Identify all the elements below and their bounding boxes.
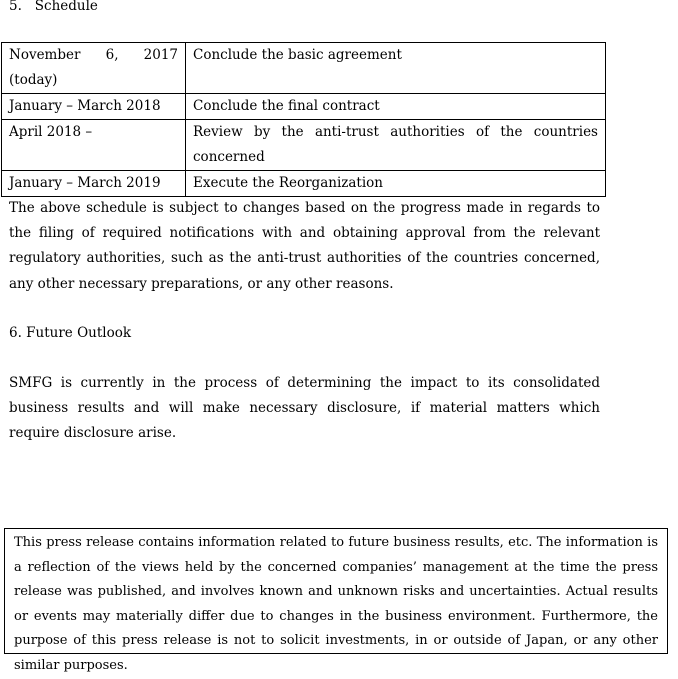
schedule-date-note: (today) [9,72,58,88]
section-5-heading: 5. Schedule [9,0,98,14]
table-row [2,94,606,120]
schedule-event: Execute the Reorganization [193,175,383,191]
schedule-table [1,42,606,197]
table-row [2,171,606,197]
disclaimer-text: This press release contains information related to future business results, etc. The information is a reflection of the views held by the concerned companies’ management at the time the press release was published, and involves known and unknown risks and uncertainties. Actual results or events may materially differ due to changes in the business environment. Furthermore, the purpose of this press release is not to solicit investments, in or outside of Japan, or any other similar purposes. [14,535,658,673]
schedule-date: November 6, 2017 [9,47,178,63]
schedule-event-cell [186,120,606,171]
schedule-date-cell [2,120,186,171]
schedule-date-cell [2,94,186,120]
table-row [2,120,606,171]
schedule-date: January – March 2019 [9,175,161,191]
section-6-heading: 6. Future Outlook [9,325,132,341]
schedule-note: The above schedule is subject to changes based on the progress made in regards to the filing of required notifications with and obtaining approval from the relevant regulatory authorities, such as the anti-trust authorities of the countries concerned, any other necessary preparations, or any other reasons. [9,200,600,292]
schedule-date-cell [2,43,186,94]
future-outlook-body: SMFG is currently in the process of determining the impact to its consolidated business results and will make necessary disclosure, if material matters which require disclosure arise. [9,375,600,442]
schedule-event: Conclude the final contract [193,98,380,114]
schedule-event-cell [186,94,606,120]
schedule-date: April 2018 – [9,124,93,140]
schedule-date-cell [2,171,186,197]
schedule-event: Review by the anti-trust authorities of the countries concerned [193,124,598,165]
schedule-event-cell [186,171,606,197]
schedule-date: January – March 2018 [9,98,161,114]
schedule-event: Conclude the basic agreement [193,47,402,63]
table-row [2,43,606,94]
disclaimer-box [4,528,668,673]
schedule-event-cell [186,43,606,94]
